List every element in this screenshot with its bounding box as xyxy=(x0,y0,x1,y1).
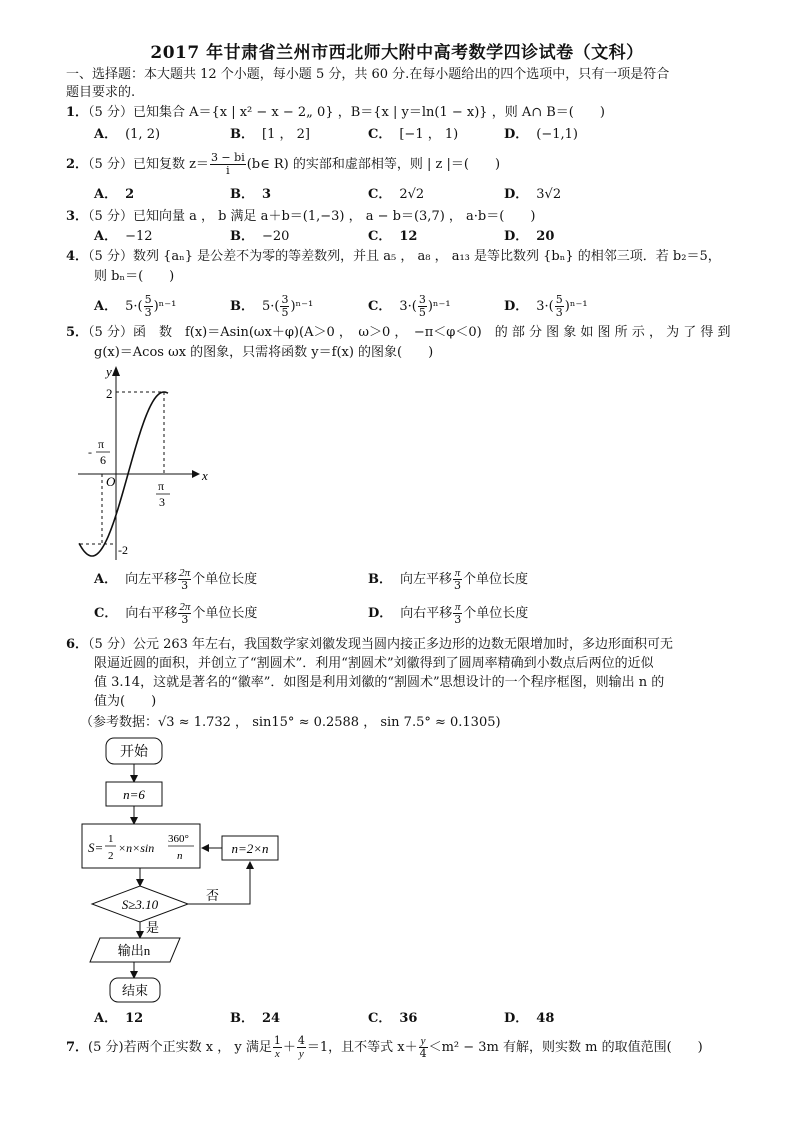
neg-tick-num: π xyxy=(98,437,105,451)
condition-label: S≥3.10 xyxy=(121,897,159,912)
question-stem: 数列 {aₙ} 是公差不为零的等差数列，并且 a₅ ， a₈ ， a₁₃ 是等比数列 {bₙ} 的相邻三项．若 b₂＝5， xyxy=(132,249,721,264)
pos-tick-num: π xyxy=(158,479,165,493)
question-3 xyxy=(66,208,535,226)
q3-option-b[interactable]: B． −20 xyxy=(230,229,290,244)
q4-option-a[interactable]: A． 5·( $\frac{5}{3}$ )ⁿ⁻¹ xyxy=(94,293,177,319)
y-axis-label: y xyxy=(106,364,112,379)
question-4-cont: 则 bₙ＝( ) xyxy=(94,269,175,284)
q6-option-c[interactable]: C． 36 xyxy=(368,1011,418,1026)
pos-tick-den: 3 xyxy=(159,495,165,509)
fraction: $\frac{3 - bi}{i}$ xyxy=(210,151,245,177)
page-title: 2017 年甘肃省兰州市西北师大附中高考数学四诊试卷（文科） xyxy=(150,43,644,63)
x-axis-label: x xyxy=(202,468,208,483)
q3-option-d[interactable]: D． 20 xyxy=(504,229,555,244)
reference-data: （参考数据：√3 ≈ 1.732 ， sin15° ≈ 0.2588 ， sin 7.5° ≈ 0.1305) xyxy=(80,715,501,730)
formula-ang-den: n xyxy=(177,850,183,862)
q1-option-a[interactable]: A． (1, 2) xyxy=(94,127,161,142)
y-min-label: -2 xyxy=(118,543,128,557)
q5-option-b[interactable]: B． 向左平移 $\frac{\pi}{3}$ 个单位长度 xyxy=(368,567,529,592)
end-label: 结束 xyxy=(121,983,149,998)
question-score: （5 分） xyxy=(88,209,133,224)
sine-graph xyxy=(74,362,220,562)
no-label: 否 xyxy=(206,888,220,903)
flowchart xyxy=(76,734,306,1006)
q2-option-c[interactable]: C． 2√2 xyxy=(368,187,425,202)
question-score: (5 分) xyxy=(88,1040,124,1055)
question-4 xyxy=(66,248,721,266)
q4-option-b[interactable]: B． 5·( $\frac{3}{5}$ )ⁿ⁻¹ xyxy=(230,293,314,319)
question-score: （5 分） xyxy=(88,325,133,340)
output-label: 输出n xyxy=(117,943,151,958)
question-stem: 公元 263 年左右，我国数学家刘徽发现当圆内接正多边形的边数无限增加时，多边形面积可无 xyxy=(132,637,674,652)
q4-option-d[interactable]: D． 3·( $\frac{5}{3}$ )ⁿ⁻¹ xyxy=(504,293,588,319)
q2-option-d[interactable]: D． 3√2 xyxy=(504,187,562,202)
fraction: $\frac{4}{y}$ xyxy=(297,1034,305,1060)
q1-option-d[interactable]: D． (−1,1) xyxy=(504,127,578,142)
question-1 xyxy=(66,104,605,122)
q1-option-c[interactable]: C． [−1 ， 1) xyxy=(368,127,459,142)
question-number: 5． xyxy=(66,325,89,340)
question-5 xyxy=(66,324,730,342)
question-score: （5 分） xyxy=(88,157,133,172)
q1-option-b[interactable]: B． [1 ， 2] xyxy=(230,127,310,142)
update-label: n=2×n xyxy=(231,841,269,856)
q5-option-c[interactable]: C． 向右平移 $\frac{2\pi}{3}$ 个单位长度 xyxy=(94,601,258,626)
formula-mid: ×n×sin xyxy=(118,841,155,855)
y-max-label: 2 xyxy=(106,386,113,401)
question-number: 2． xyxy=(66,157,89,172)
question-stem: 已知集合 A＝{x | x² − x − 2„ 0} ，B＝{x | y＝ln(1 − x)} ，则 A∩ B＝( ) xyxy=(132,105,605,120)
q6-option-b[interactable]: B． 24 xyxy=(230,1011,281,1026)
yes-label: 是 xyxy=(146,920,160,935)
section-heading: 一、选择题：本大题共 12 个小题，每小题 5 分，共 60 分.在每小题给出的四个选项中，只有一项是符合 xyxy=(66,67,670,82)
question-score: （5 分） xyxy=(88,105,133,120)
init-label: n=6 xyxy=(123,787,145,802)
q4-option-c[interactable]: C． 3·( $\frac{3}{5}$ )ⁿ⁻¹ xyxy=(368,293,451,319)
fraction: $\frac{y}{4}$ xyxy=(419,1035,427,1060)
q6-option-d[interactable]: D． 48 xyxy=(504,1011,555,1026)
question-5-cont: g(x)＝Acos ωx 的图象，只需将函数 y＝f(x) 的图象( ) xyxy=(94,345,434,360)
question-stem: 已知向量 a ， b 满足 a＋b＝(1,−3) ， a − b＝(3,7) ， a·b＝( ) xyxy=(132,209,536,224)
section-heading-cont: 题目要求的. xyxy=(66,85,136,100)
question-6-line-2: 限逼近圆的面积，并创立了“割圆术”．利用“割圆术”刘徽得到了圆周率精确到小数点后两位的近似 xyxy=(94,656,654,671)
question-6-line-4: 值为( ) xyxy=(94,694,157,709)
neg-tick-den: 6 xyxy=(100,453,106,467)
formula-pre: S= xyxy=(88,840,104,855)
question-2: 2．（5 分）已知复数 z＝ $\frac{3 - bi}{i}$ (b∈ R) 的实部和虚部相等，则 | z |＝( ) xyxy=(66,151,501,177)
q5-option-a[interactable]: A． 向左平移 $\frac{2\pi}{3}$ 个单位长度 xyxy=(94,567,258,592)
question-6-line-3: 值 3.14，这就是著名的“徽率”．如图是利用刘徽的“割圆术”思想设计的一个程序框图，则输出 n 的 xyxy=(94,675,665,690)
q6-option-a[interactable]: A． 12 xyxy=(94,1011,144,1026)
q2-option-b[interactable]: B． 3 xyxy=(230,187,272,202)
question-number: 3． xyxy=(66,209,89,224)
formula-half-den: 2 xyxy=(108,850,114,862)
q3-option-c[interactable]: C． 12 xyxy=(368,229,418,244)
question-score: （5 分） xyxy=(88,249,133,264)
fraction: $\frac{1}{x}$ xyxy=(273,1034,281,1060)
x-axis-arrow xyxy=(192,470,200,478)
question-number: 1． xyxy=(66,105,89,120)
q2-option-a[interactable]: A． 2 xyxy=(94,187,135,202)
neg-tick-sign: - xyxy=(88,445,92,459)
formula-ang-num: 360° xyxy=(168,833,189,845)
question-score: （5 分） xyxy=(88,637,133,652)
question-7: 7．(5 分)若两个正实数 x ， y 满足 $\frac{1}{x}$ ＋ $\frac{4}{y}$ ＝1，且不等式 x＋ $\frac{y}{4}$ ＜m² − 3m 有解，则实数 m 的取值范围( ) xyxy=(66,1034,703,1060)
formula-half-num: 1 xyxy=(108,833,114,845)
y-axis-arrow xyxy=(112,366,120,376)
question-number: 4． xyxy=(66,249,89,264)
origin-label: O xyxy=(106,474,116,489)
q3-option-a[interactable]: A． −12 xyxy=(94,229,153,244)
question-6 xyxy=(66,636,673,654)
q5-option-d[interactable]: D． 向右平移 $\frac{\pi}{3}$ 个单位长度 xyxy=(368,601,529,626)
start-label: 开始 xyxy=(120,745,148,760)
question-number: 6． xyxy=(66,637,89,652)
question-number: 7． xyxy=(66,1040,89,1055)
question-stem: 函 数 f(x)＝Asin(ωx＋φ)(A＞0 ， ω＞0 ， −π＜φ＜0) 的 部 分 图 象 如 图 所 示 ， 为 了 得 到 xyxy=(132,325,731,340)
